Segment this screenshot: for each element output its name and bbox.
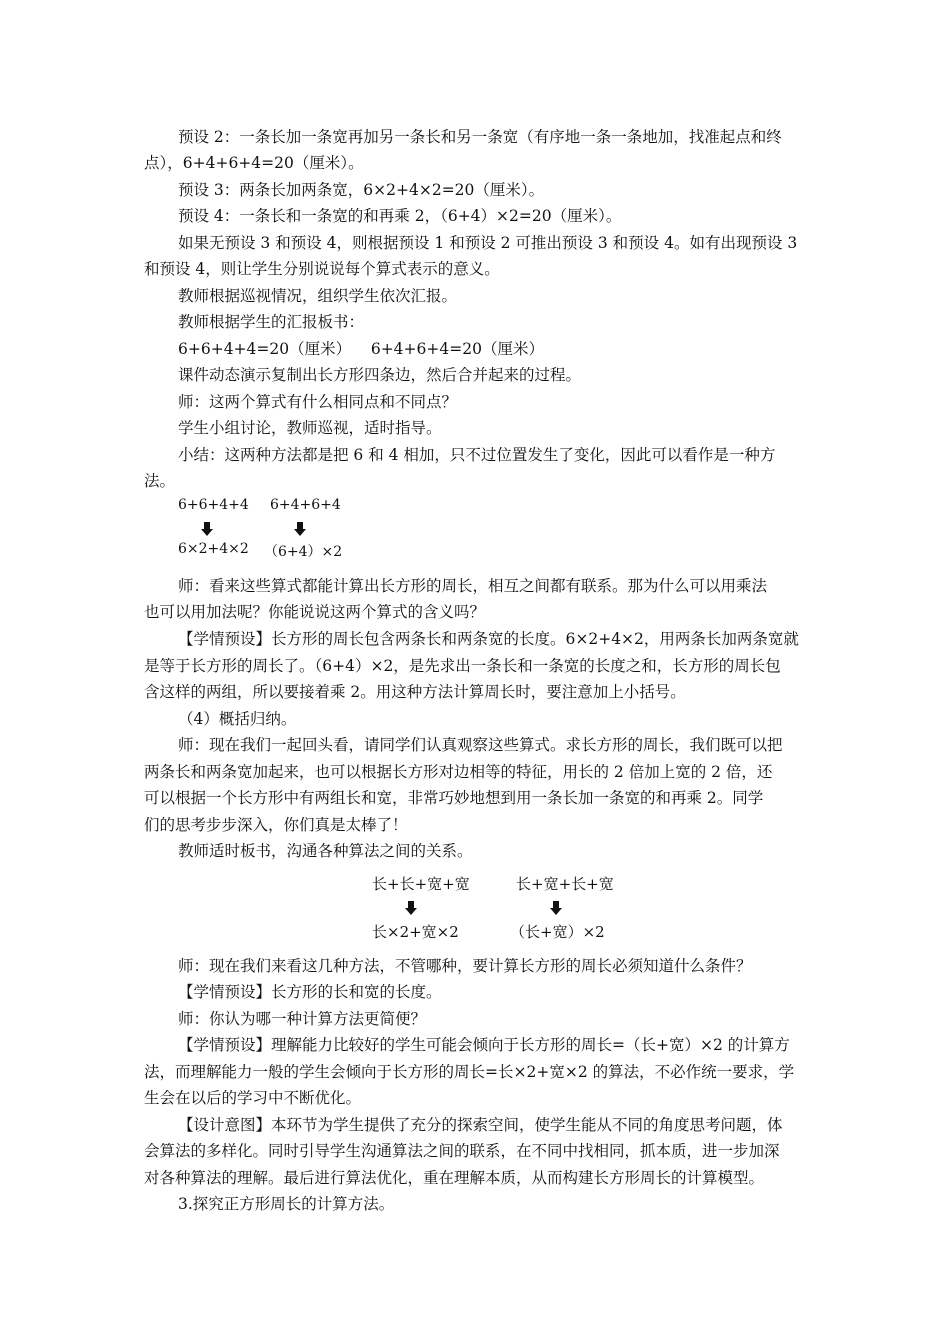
formula-top-right: 6+4+6+4 (270, 497, 341, 513)
paragraph-line: 师：现在我们来看这几种方法，不管哪种，要计算长方形的周长必须知道什么条件？ (178, 957, 752, 975)
paragraph-line: 学生小组讨论，教师巡视，适时指导。 (178, 419, 442, 437)
paragraph-line: 【学情预设】长方形的周长包含两条长和两条宽的长度。6×2+4×2，用两条长加两条宽就 (178, 630, 799, 648)
paragraph-line: 法。 (144, 472, 176, 490)
paragraph-line: 预设 2：一条长加一条宽再加另一条长和另一条宽（有序地一条一条地加，找准起点和终 (178, 128, 782, 146)
paragraph-line: 教师根据巡视情况，组织学生依次汇报。 (178, 287, 458, 305)
formula-bottom-left: 6×2+4×2 (178, 541, 249, 557)
paragraph-line: 对各种算法的理解。最后进行算法优化，重在理解本质，从而构建长方形周长的计算模型。 (144, 1169, 765, 1187)
paragraph-line: 也可以用加法呢？你能说说这两个算式的含义吗？ (144, 603, 486, 621)
paragraph-line: 们的思考步步深入，你们真是太棒了！ (144, 816, 408, 834)
paragraph-line: 【学情预设】长方形的长和宽的长度。 (178, 983, 442, 1001)
paragraph-line: 预设 3：两条长加两条宽，6×2+4×2=20（厘米）。 (178, 181, 545, 199)
formula-top-left: 6+6+4+4 (178, 497, 249, 513)
paragraph-line: 教师适时板书，沟通各种算法之间的关系。 (178, 842, 473, 860)
formula-top-left: 长+长+宽+宽 (372, 875, 470, 893)
arrow-down-icon (201, 522, 213, 536)
paragraph-line: 3.探究正方形周长的计算方法。 (178, 1195, 395, 1213)
paragraph-line: 师：你认为哪一种计算方法更简便？ (178, 1010, 427, 1028)
paragraph-line: 和预设 4，则让学生分别说说每个算式表示的意义。 (144, 260, 500, 278)
paragraph-line: 两条长和两条宽加起来，也可以根据长方形对边相等的特征，用长的 2 倍加上宽的 2 倍，还 (144, 763, 773, 781)
paragraph-line: 课件动态演示复制出长方形四条边，然后合并起来的过程。 (178, 366, 582, 384)
paragraph-line: 【设计意图】本环节为学生提供了充分的探索空间，使学生能从不同的角度思考问题，体 (178, 1116, 783, 1134)
formula-bottom-right: （6+4）×2 (264, 544, 343, 560)
paragraph-line: 可以根据一个长方形中有两组长和宽，非常巧妙地想到用一条长加一条宽的和再乘 2。同学 (144, 789, 764, 807)
arrow-down-icon (550, 901, 562, 915)
paragraph-line: 预设 4：一条长和一条宽的和再乘 2，（6+4）×2=20（厘米）。 (178, 207, 622, 225)
arrow-down-icon (405, 901, 417, 915)
paragraph-line: 生会在以后的学习中不断优化。 (144, 1089, 362, 1107)
paragraph-line: 6+6+4+4=20（厘米） 6+4+6+4=20（厘米） (178, 340, 544, 358)
paragraph-line: 点），6+4+6+4=20（厘米）。 (144, 154, 364, 172)
paragraph-line: 师：看来这些算式都能计算出长方形的周长，相互之间都有联系。那为什么可以用乘法 (178, 577, 768, 595)
paragraph-line: 师：现在我们一起回头看，请同学们认真观察这些算式。求长方形的周长，我们既可以把 (178, 736, 783, 754)
paragraph-line: 【学情预设】理解能力比较好的学生可能会倾向于长方形的周长=（长+宽）×2 的计算方 (178, 1036, 790, 1054)
paragraph-line: （4）概括归纳。 (178, 710, 297, 728)
paragraph-line: 师：这两个算式有什么相同点和不同点？ (178, 393, 458, 411)
paragraph-line: 是等于长方形的周长了。（6+4）×2，是先求出一条长和一条宽的长度之和，长方形的周长包 (144, 657, 781, 675)
formula-bottom-right: （长+宽）×2 (510, 923, 605, 941)
paragraph-line: 小结：这两种方法都是把 6 和 4 相加，只不过位置发生了变化，因此可以看作是一种方 (178, 446, 776, 464)
formula-top-right: 长+宽+长+宽 (516, 875, 614, 893)
paragraph-line: 如果无预设 3 和预设 4，则根据预设 1 和预设 2 可推出预设 3 和预设 4。如有出现预设 3 (178, 234, 798, 252)
paragraph-line: 会算法的多样化。同时引导学生沟通算法之间的联系，在不同中找相同，抓本质，进一步加深 (144, 1142, 780, 1160)
arrow-down-icon (294, 522, 306, 536)
paragraph-line: 法，而理解能力一般的学生会倾向于长方形的周长=长×2+宽×2 的算法，不必作统一要求，学 (144, 1063, 795, 1081)
paragraph-line: 含这样的两组，所以要接着乘 2。用这种方法计算周长时，要注意加上小括号。 (144, 683, 686, 701)
formula-bottom-left: 长×2+宽×2 (372, 923, 459, 941)
paragraph-line: 教师根据学生的汇报板书： (178, 313, 365, 331)
